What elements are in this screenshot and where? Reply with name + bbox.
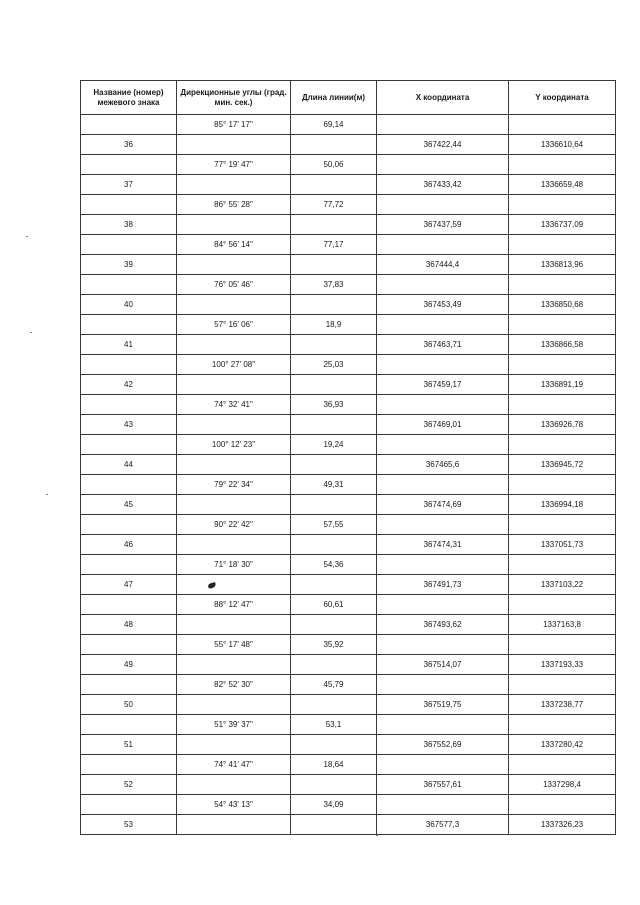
point-name-cell: 37 — [81, 175, 177, 195]
line-length-cell: 34,09 — [291, 795, 377, 815]
line-length-cell: 19,24 — [291, 435, 377, 455]
point-name-cell: 53 — [81, 815, 177, 835]
bearing-cell: 90° 22' 42" — [177, 515, 291, 535]
bearing-cell: 85° 17' 17" — [177, 115, 291, 135]
point-name-cell — [81, 515, 177, 535]
bearing-cell: 51° 39' 37" — [177, 715, 291, 735]
x-coordinate-cell — [377, 635, 509, 655]
point-name-cell — [81, 195, 177, 215]
segment-row — [81, 555, 616, 575]
x-coordinate-cell: 367465,6 — [377, 455, 509, 475]
point-row — [81, 215, 616, 235]
point-row — [81, 455, 616, 475]
y-coordinate-cell: 1336850,68 — [509, 295, 616, 315]
line-length-cell — [291, 495, 377, 515]
bearing-cell — [177, 175, 291, 195]
x-coordinate-cell: 367422,44 — [377, 135, 509, 155]
segment-row — [81, 115, 616, 135]
point-row — [81, 575, 616, 595]
line-length-cell: 36,93 — [291, 395, 377, 415]
line-length-cell: 77,72 — [291, 195, 377, 215]
y-coordinate-cell — [509, 595, 616, 615]
point-name-cell — [81, 555, 177, 575]
line-length-cell: 53,1 — [291, 715, 377, 735]
x-coordinate-cell: 367437,59 — [377, 215, 509, 235]
line-length-cell — [291, 175, 377, 195]
point-name-cell: 43 — [81, 415, 177, 435]
segment-row — [81, 595, 616, 615]
line-length-cell — [291, 135, 377, 155]
line-length-cell — [291, 735, 377, 755]
line-length-cell — [291, 335, 377, 355]
point-name-cell: 38 — [81, 215, 177, 235]
point-name-cell — [81, 155, 177, 175]
point-name-cell: 46 — [81, 535, 177, 555]
line-length-cell — [291, 375, 377, 395]
point-name-cell — [81, 715, 177, 735]
point-row — [81, 175, 616, 195]
line-length-cell: 60,61 — [291, 595, 377, 615]
bearing-cell — [177, 695, 291, 715]
bearing-cell: 57° 16' 06" — [177, 315, 291, 335]
header-angle: Дирекционные углы (град. мин. сек.) — [177, 81, 291, 115]
x-coordinate-cell — [377, 435, 509, 455]
segment-row — [81, 515, 616, 535]
x-coordinate-cell: 367552,69 — [377, 735, 509, 755]
x-coordinate-cell: 367577,3 — [377, 815, 509, 835]
point-name-cell — [81, 795, 177, 815]
bearing-cell — [177, 455, 291, 475]
x-coordinate-cell — [377, 355, 509, 375]
y-coordinate-cell: 1336926,78 — [509, 415, 616, 435]
bearing-cell: 54° 43' 13" — [177, 795, 291, 815]
bearing-cell — [177, 495, 291, 515]
line-length-cell — [291, 655, 377, 675]
boundary-coordinates-table — [80, 80, 616, 835]
y-coordinate-cell: 1337238,77 — [509, 695, 616, 715]
x-coordinate-cell: 367459,17 — [377, 375, 509, 395]
x-coordinate-cell: 367474,31 — [377, 535, 509, 555]
y-coordinate-cell: 1336737,09 — [509, 215, 616, 235]
x-coordinate-cell — [377, 195, 509, 215]
x-coordinate-cell — [377, 235, 509, 255]
y-coordinate-cell: 1336866,58 — [509, 335, 616, 355]
point-name-cell — [81, 355, 177, 375]
bearing-cell — [177, 215, 291, 235]
line-length-cell — [291, 455, 377, 475]
bearing-cell: 77° 19' 47" — [177, 155, 291, 175]
point-name-cell: 45 — [81, 495, 177, 515]
y-coordinate-cell — [509, 395, 616, 415]
line-length-cell — [291, 535, 377, 555]
x-coordinate-cell: 367474,69 — [377, 495, 509, 515]
line-length-cell: 37,83 — [291, 275, 377, 295]
line-length-cell: 49,31 — [291, 475, 377, 495]
segment-row — [81, 315, 616, 335]
segment-row — [81, 635, 616, 655]
segment-row — [81, 195, 616, 215]
point-row — [81, 415, 616, 435]
bearing-cell: 88° 12' 47" — [177, 595, 291, 615]
bearing-cell — [177, 335, 291, 355]
point-name-cell — [81, 395, 177, 415]
segment-row — [81, 355, 616, 375]
y-coordinate-cell — [509, 275, 616, 295]
y-coordinate-cell: 1337326,23 — [509, 815, 616, 835]
point-row — [81, 495, 616, 515]
x-coordinate-cell — [377, 115, 509, 135]
bearing-cell — [177, 655, 291, 675]
point-row — [81, 615, 616, 635]
x-coordinate-cell: 367433,42 — [377, 175, 509, 195]
point-name-cell: 44 — [81, 455, 177, 475]
x-coordinate-cell — [377, 315, 509, 335]
bearing-cell — [177, 535, 291, 555]
x-coordinate-cell: 367491,73 — [377, 575, 509, 595]
line-length-cell: 35,92 — [291, 635, 377, 655]
y-coordinate-cell: 1336610,64 — [509, 135, 616, 155]
bearing-cell: 100° 27' 08" — [177, 355, 291, 375]
point-name-cell: 52 — [81, 775, 177, 795]
x-coordinate-cell — [377, 515, 509, 535]
header-y: Y координата — [509, 81, 616, 115]
header-x: Х координата — [377, 81, 509, 115]
header-length: Длина линии(м) — [291, 81, 377, 115]
bearing-cell — [177, 375, 291, 395]
bearing-cell — [177, 415, 291, 435]
point-name-cell: 41 — [81, 335, 177, 355]
x-coordinate-cell — [377, 395, 509, 415]
point-name-cell — [81, 475, 177, 495]
y-coordinate-cell — [509, 515, 616, 535]
y-coordinate-cell — [509, 235, 616, 255]
line-length-cell — [291, 575, 377, 595]
point-row — [81, 695, 616, 715]
y-coordinate-cell — [509, 715, 616, 735]
y-coordinate-cell — [509, 675, 616, 695]
x-coordinate-cell: 367519,75 — [377, 695, 509, 715]
x-coordinate-cell: 367514,07 — [377, 655, 509, 675]
point-row — [81, 735, 616, 755]
x-coordinate-cell: 367453,49 — [377, 295, 509, 315]
x-coordinate-cell — [377, 555, 509, 575]
line-length-cell: 45,79 — [291, 675, 377, 695]
y-coordinate-cell — [509, 155, 616, 175]
x-coordinate-cell: 367444,4 — [377, 255, 509, 275]
y-coordinate-cell: 1336891,19 — [509, 375, 616, 395]
point-name-cell — [81, 595, 177, 615]
x-coordinate-cell: 367463,71 — [377, 335, 509, 355]
point-name-cell: 47 — [81, 575, 177, 595]
point-name-cell — [81, 275, 177, 295]
bearing-cell — [177, 615, 291, 635]
y-coordinate-cell: 1337298,4 — [509, 775, 616, 795]
bearing-cell — [177, 135, 291, 155]
point-row — [81, 335, 616, 355]
bearing-cell — [177, 295, 291, 315]
segment-row — [81, 275, 616, 295]
y-coordinate-cell — [509, 315, 616, 335]
segment-row — [81, 155, 616, 175]
x-coordinate-cell — [377, 155, 509, 175]
bearing-cell: 79° 22' 34" — [177, 475, 291, 495]
line-length-cell — [291, 415, 377, 435]
point-name-cell: 42 — [81, 375, 177, 395]
header-name: Название (номер) межевого знака — [81, 81, 177, 115]
x-coordinate-cell — [377, 595, 509, 615]
y-coordinate-cell — [509, 475, 616, 495]
segment-row — [81, 675, 616, 695]
line-length-cell — [291, 215, 377, 235]
x-coordinate-cell — [377, 275, 509, 295]
line-length-cell: 57,55 — [291, 515, 377, 535]
x-coordinate-cell: 367469,01 — [377, 415, 509, 435]
x-coordinate-cell — [377, 475, 509, 495]
x-coordinate-cell — [377, 715, 509, 735]
x-coordinate-cell: 367493,62 — [377, 615, 509, 635]
y-coordinate-cell: 1337163,8 — [509, 615, 616, 635]
y-coordinate-cell: 1336659,48 — [509, 175, 616, 195]
x-coordinate-cell: 367557,61 — [377, 775, 509, 795]
line-length-cell: 18,9 — [291, 315, 377, 335]
point-row — [81, 655, 616, 675]
segment-row — [81, 755, 616, 775]
point-name-cell: 39 — [81, 255, 177, 275]
y-coordinate-cell: 1336813,96 — [509, 255, 616, 275]
point-name-cell: 36 — [81, 135, 177, 155]
scan-speck — [26, 236, 28, 237]
line-length-cell — [291, 295, 377, 315]
point-row — [81, 535, 616, 555]
line-length-cell: 77,17 — [291, 235, 377, 255]
point-name-cell: 50 — [81, 695, 177, 715]
point-name-cell — [81, 435, 177, 455]
point-row — [81, 295, 616, 315]
point-row — [81, 135, 616, 155]
segment-row — [81, 395, 616, 415]
y-coordinate-cell: 1337103,22 — [509, 575, 616, 595]
x-coordinate-cell — [377, 675, 509, 695]
y-coordinate-cell: 1337193,33 — [509, 655, 616, 675]
x-coordinate-cell — [377, 755, 509, 775]
bearing-cell — [177, 735, 291, 755]
table-body — [81, 115, 616, 835]
bearing-cell: 55° 17' 48" — [177, 635, 291, 655]
line-length-cell — [291, 615, 377, 635]
line-length-cell — [291, 815, 377, 835]
point-name-cell: 40 — [81, 295, 177, 315]
point-row — [81, 775, 616, 795]
point-row — [81, 255, 616, 275]
y-coordinate-cell: 1336994,18 — [509, 495, 616, 515]
line-length-cell — [291, 775, 377, 795]
point-row — [81, 815, 616, 835]
line-length-cell — [291, 695, 377, 715]
line-length-cell — [291, 255, 377, 275]
y-coordinate-cell — [509, 355, 616, 375]
bearing-cell — [177, 255, 291, 275]
scan-speck — [376, 835, 378, 836]
point-name-cell — [81, 235, 177, 255]
point-name-cell: 49 — [81, 655, 177, 675]
point-name-cell — [81, 315, 177, 335]
segment-row — [81, 715, 616, 735]
bearing-cell — [177, 775, 291, 795]
segment-row — [81, 235, 616, 255]
point-name-cell — [81, 635, 177, 655]
line-length-cell: 54,36 — [291, 555, 377, 575]
y-coordinate-cell: 1337280,42 — [509, 735, 616, 755]
line-length-cell: 69,14 — [291, 115, 377, 135]
line-length-cell: 50,06 — [291, 155, 377, 175]
bearing-cell: 74° 41' 47" — [177, 755, 291, 775]
y-coordinate-cell — [509, 115, 616, 135]
point-name-cell — [81, 115, 177, 135]
scan-speck — [30, 332, 32, 333]
y-coordinate-cell — [509, 435, 616, 455]
table-header-row — [81, 81, 616, 115]
bearing-cell: 100° 12' 23" — [177, 435, 291, 455]
bearing-cell: 82° 52' 30" — [177, 675, 291, 695]
y-coordinate-cell — [509, 555, 616, 575]
line-length-cell: 18,64 — [291, 755, 377, 775]
bearing-cell — [177, 575, 291, 595]
bearing-cell: 76° 05' 46" — [177, 275, 291, 295]
point-name-cell — [81, 755, 177, 775]
segment-row — [81, 435, 616, 455]
point-name-cell — [81, 675, 177, 695]
y-coordinate-cell — [509, 795, 616, 815]
point-name-cell: 51 — [81, 735, 177, 755]
x-coordinate-cell — [377, 795, 509, 815]
segment-row — [81, 475, 616, 495]
line-length-cell: 25,03 — [291, 355, 377, 375]
bearing-cell — [177, 815, 291, 835]
bearing-cell: 71° 18' 30" — [177, 555, 291, 575]
bearing-cell: 86° 55' 28" — [177, 195, 291, 215]
bearing-cell: 74° 32' 41" — [177, 395, 291, 415]
y-coordinate-cell: 1336945,72 — [509, 455, 616, 475]
y-coordinate-cell: 1337051,73 — [509, 535, 616, 555]
y-coordinate-cell — [509, 195, 616, 215]
y-coordinate-cell — [509, 635, 616, 655]
bearing-cell: 84° 56' 14" — [177, 235, 291, 255]
y-coordinate-cell — [509, 755, 616, 775]
point-name-cell: 48 — [81, 615, 177, 635]
point-row — [81, 375, 616, 395]
scan-speck — [46, 494, 48, 495]
segment-row — [81, 795, 616, 815]
